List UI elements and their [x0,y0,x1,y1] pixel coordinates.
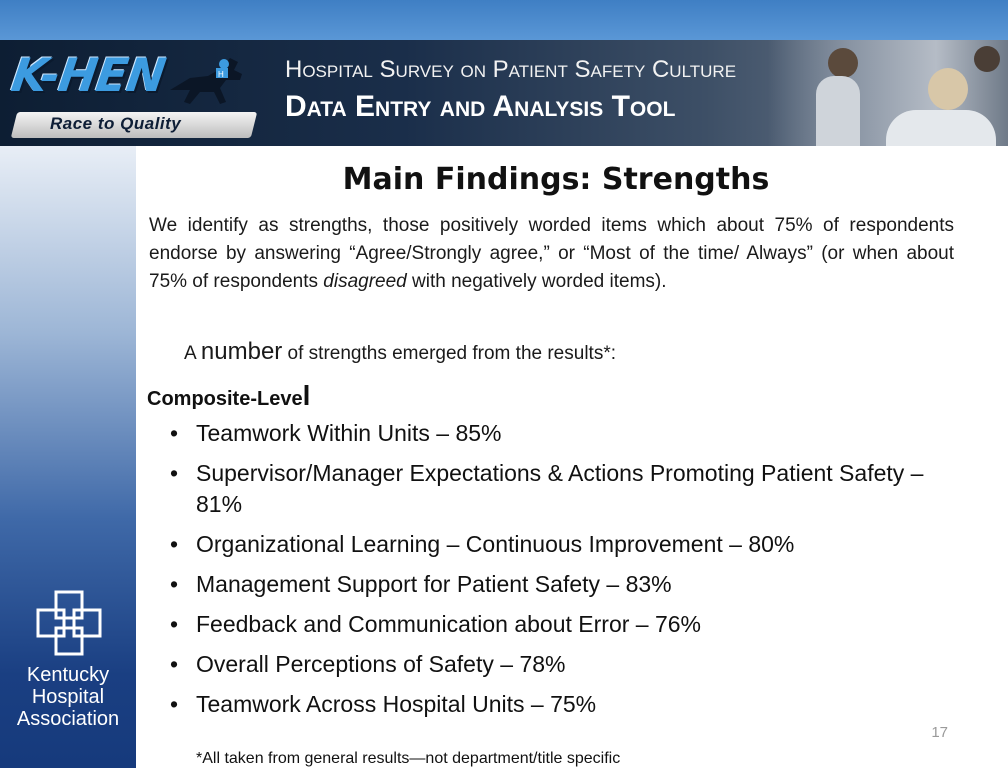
banner-title-line2: Data Entry and Analysis Tool [285,90,676,123]
list-item: • Teamwork Within Units – 85% [170,418,970,449]
slide-content [136,146,1008,768]
svg-text:H: H [218,70,224,79]
list-item: • Overall Perceptions of Safety – 78% [170,649,970,680]
top-accent-bar [0,0,1008,40]
banner-title-line1: Hospital Survey on Patient Safety Culture [285,56,737,83]
intro-paragraph: We identify as strengths, those positively worded items which about 75% of respondents endorse by answering “Agree/Strongly agree,” or “Most of the time/ Always” (or when about 75% of respondents disagreed with negatively worded items). [149,215,954,292]
hospital-cross-icon [36,590,102,656]
logo-wordmark: K-HEN [8,48,169,102]
header-banner [0,40,1008,146]
list-item: • Supervisor/Manager Expectations & Actions Promoting Patient Safety – 81% [170,458,970,520]
list-item: • Teamwork Across Hospital Units – 75% [170,689,970,720]
section-heading: Composite-Level [147,380,311,411]
slide-title: Main Findings: Strengths [342,162,770,197]
list-item: • Management Support for Patient Safety – 83% [170,569,970,600]
list-item: • Feedback and Communication about Error – 76% [170,609,970,640]
racehorse-icon [160,50,260,110]
list-item: • Organizational Learning – Continuous Improvement – 80% [170,529,970,560]
footnote: *All taken from general results—not department/title specific [196,750,621,767]
strengths-list [170,418,970,729]
kha-wordmark: Kentucky Hospital Association [16,664,120,730]
logo-tagline: Race to Quality [50,114,182,133]
khen-logo [10,48,260,140]
page-number: 17 [931,724,948,741]
lead-sentence: A number of strengths emerged from the results*: [184,338,616,365]
